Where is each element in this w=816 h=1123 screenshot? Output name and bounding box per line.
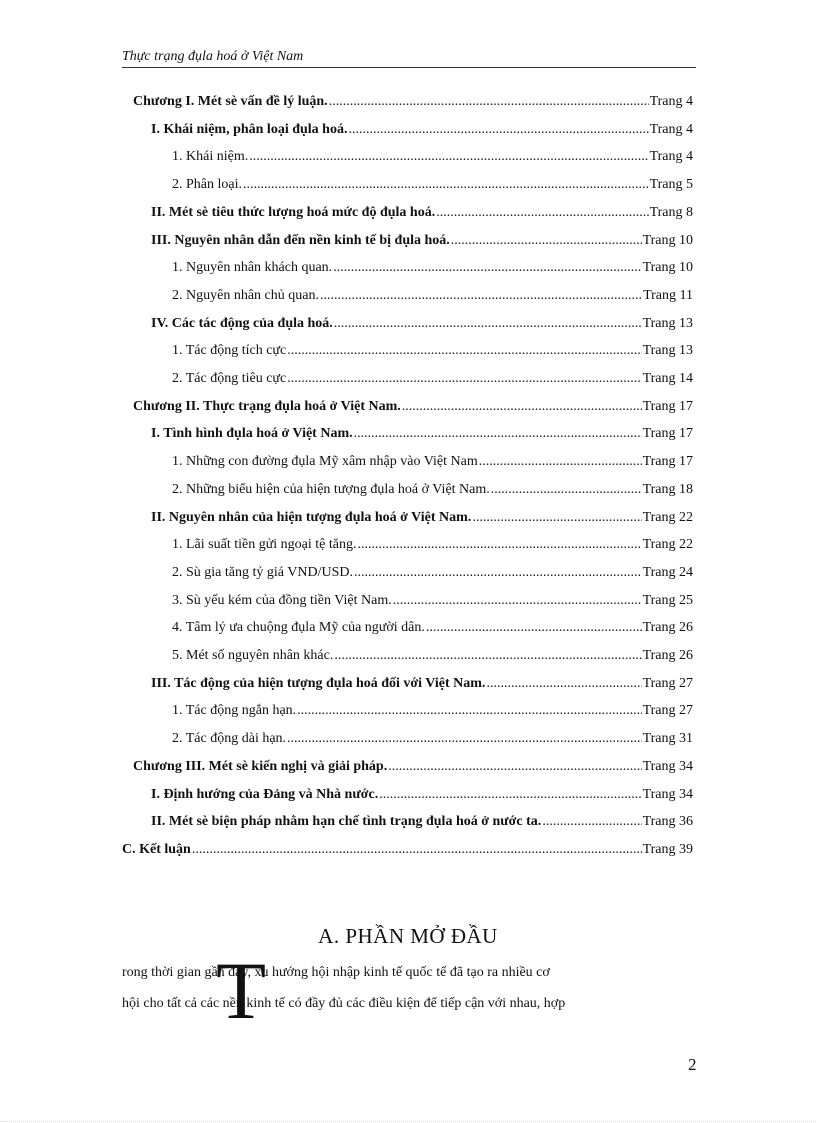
- toc-entry-page: Trang 22: [642, 537, 693, 552]
- toc-entry[interactable]: [172, 482, 693, 502]
- toc-entry-page: Trang 4: [649, 94, 693, 109]
- toc-entry-title: 1. Tác động ngắn hạn.: [172, 703, 297, 718]
- toc-entry[interactable]: [172, 703, 693, 723]
- page-bottom-rule: [0, 1121, 816, 1122]
- toc-entry-title: 2. Tác động dài hạn.: [172, 731, 287, 746]
- toc-entry[interactable]: [172, 149, 693, 169]
- toc-entry-page: Trang 14: [642, 371, 693, 386]
- toc-entry-title: 2. Nguyên nhân chủ quan.: [172, 288, 319, 303]
- page-number: 2: [688, 1055, 697, 1074]
- toc-entry[interactable]: [133, 399, 693, 419]
- toc-entry-page: Trang 10: [642, 260, 693, 275]
- toc-entry-title: 5. Mét số nguyên nhân khác.: [172, 648, 334, 663]
- toc-entry-page: Trang 18: [642, 482, 693, 497]
- toc-entry[interactable]: [151, 122, 693, 142]
- toc-entry-title: Chương III. Mét sè kiến nghị và giải pháp.: [133, 759, 388, 774]
- toc-entry[interactable]: [172, 731, 693, 751]
- drop-cap: T: [216, 945, 267, 1036]
- toc-entry[interactable]: [151, 205, 693, 225]
- toc-dot-leader: [379, 787, 641, 803]
- toc-entry-title: III. Nguyên nhân dẫn đến nền kinh tế bị đụla hoá.: [151, 233, 450, 248]
- toc-dot-leader: [486, 676, 641, 692]
- toc-entry-title: I. Tình hình đụla hoá ở Việt Nam.: [151, 426, 353, 441]
- toc-entry[interactable]: [172, 288, 693, 308]
- toc-entry-page: Trang 26: [642, 620, 693, 635]
- toc-entry[interactable]: [151, 426, 693, 446]
- toc-dot-leader: [320, 288, 642, 304]
- toc-entry-page: Trang 5: [649, 177, 693, 192]
- toc-entry-page: Trang 31: [642, 731, 693, 746]
- toc-entry-title: 1. Tác động tích cực: [172, 343, 287, 358]
- toc-entry-title: 3. Sù yếu kém của đồng tiền Việt Nam.: [172, 593, 392, 608]
- toc-dot-leader: [354, 426, 642, 442]
- toc-entry-page: Trang 8: [649, 205, 693, 220]
- toc-dot-leader: [491, 482, 642, 498]
- header-rule: [122, 67, 696, 68]
- toc-entry-page: Trang 39: [642, 842, 693, 857]
- toc-entry[interactable]: [172, 260, 693, 280]
- toc-entry-title: 1. Khái niệm.: [172, 149, 249, 164]
- page-header-title: Thực trạng đụla hoá ở Việt Nam: [122, 49, 304, 64]
- toc-dot-leader: [426, 620, 642, 636]
- toc-entry-page: Trang 36: [642, 814, 693, 829]
- toc-dot-leader: [243, 177, 649, 193]
- toc-dot-leader: [393, 593, 642, 609]
- toc-entry-title: III. Tác động của hiện tượng đụla hoá đối với Việt Nam.: [151, 676, 486, 691]
- toc-entry-title: 2. Sù gia tăng tỷ giá VND/USD.: [172, 565, 353, 580]
- toc-entry-page: Trang 17: [642, 454, 693, 469]
- toc-entry[interactable]: [172, 648, 693, 668]
- toc-dot-leader: [348, 122, 648, 138]
- toc-dot-leader: [249, 149, 648, 165]
- toc-entry-title: 4. Tâm lý ưa chuộng đụla Mỹ của người dân.: [172, 620, 425, 635]
- toc-entry[interactable]: [122, 842, 693, 862]
- toc-entry[interactable]: [151, 676, 693, 696]
- toc-entry[interactable]: [133, 759, 693, 779]
- toc-dot-leader: [333, 260, 641, 276]
- paragraph-line-1: rong thời gian gần đây, xu hướng hội nhập kinh tế quốc tế đã tạo ra nhiều cơ: [122, 965, 550, 980]
- toc-entry[interactable]: [172, 565, 693, 585]
- toc-entry-page: Trang 4: [649, 122, 693, 137]
- toc-entry-page: Trang 22: [642, 510, 693, 525]
- toc-entry[interactable]: [172, 177, 693, 197]
- toc-entry-page: Trang 26: [642, 648, 693, 663]
- toc-dot-leader: [297, 703, 641, 719]
- toc-entry-title: 1. Những con đường đụla Mỹ xâm nhập vào Việt Nam: [172, 454, 478, 469]
- toc-entry-title: 2. Tác động tiêu cực: [172, 371, 287, 386]
- toc-entry-page: Trang 11: [643, 288, 693, 303]
- toc-entry-title: 2. Phân loại.: [172, 177, 242, 192]
- toc-dot-leader: [287, 371, 641, 387]
- toc-dot-leader: [402, 399, 642, 415]
- toc-entry[interactable]: [133, 94, 693, 114]
- toc-entry[interactable]: [151, 787, 693, 807]
- toc-dot-leader: [472, 510, 641, 526]
- toc-entry-title: 1. Lãi suất tiền gửi ngoại tệ tăng.: [172, 537, 357, 552]
- toc-entry[interactable]: [151, 814, 693, 834]
- toc-entry[interactable]: [172, 343, 693, 363]
- toc-entry-page: Trang 27: [642, 703, 693, 718]
- toc-entry-title: II. Mét sè biện pháp nhằm hạn chế tình trạng đụla hoá ở nước ta.: [151, 814, 542, 829]
- toc-entry-page: Trang 13: [642, 343, 693, 358]
- toc-entry[interactable]: [151, 316, 693, 336]
- toc-dot-leader: [354, 565, 642, 581]
- toc-dot-leader: [436, 205, 648, 221]
- toc-entry-page: Trang 34: [642, 787, 693, 802]
- toc-entry-title: IV. Các tác động của đụla hoá.: [151, 316, 333, 331]
- toc-entry-page: Trang 24: [642, 565, 693, 580]
- toc-entry-page: Trang 34: [642, 759, 693, 774]
- toc-entry[interactable]: [151, 233, 693, 253]
- toc-entry-page: Trang 4: [649, 149, 693, 164]
- toc-entry-title: Chương I. Mét sè vấn đề lý luận.: [133, 94, 328, 109]
- toc-dot-leader: [329, 94, 649, 110]
- toc-entry[interactable]: [172, 620, 693, 640]
- toc-dot-leader: [358, 537, 642, 553]
- toc-entry[interactable]: [172, 593, 693, 613]
- toc-dot-leader: [334, 316, 642, 332]
- toc-entry-title: Chương II. Thực trạng đụla hoá ở Việt Nam.: [133, 399, 401, 414]
- toc-dot-leader: [479, 454, 642, 470]
- toc-entry-title: C. Kết luận: [122, 842, 191, 857]
- toc-entry-title: 2. Những biểu hiện của hiện tượng đụla hoá ở Việt Nam.: [172, 482, 490, 497]
- toc-entry-title: II. Mét sè tiêu thức lượng hoá mức độ đụla hoá.: [151, 205, 436, 220]
- toc-dot-leader: [388, 759, 641, 775]
- toc-dot-leader: [192, 842, 642, 858]
- toc-dot-leader: [334, 648, 641, 664]
- toc-dot-leader: [287, 343, 641, 359]
- toc-entry-page: Trang 17: [642, 399, 693, 414]
- toc-entry-title: I. Khái niệm, phân loại đụla hoá.: [151, 122, 348, 137]
- toc-dot-leader: [287, 731, 642, 747]
- toc-entry-page: Trang 25: [642, 593, 693, 608]
- toc-entry-page: Trang 17: [642, 426, 693, 441]
- toc-entry[interactable]: [172, 371, 693, 391]
- toc-entry[interactable]: [172, 537, 693, 557]
- section-title: A. PHẦN MỞ ĐẦU: [318, 924, 498, 948]
- toc-entry[interactable]: [151, 510, 693, 530]
- toc-dot-leader: [542, 814, 641, 830]
- toc-entry-title: II. Nguyên nhân của hiện tượng đụla hoá ở Việt Nam.: [151, 510, 472, 525]
- toc-entry-page: Trang 10: [642, 233, 693, 248]
- toc-entry[interactable]: [172, 454, 693, 474]
- paragraph-line-2: hội cho tất cả các nền kinh tế có đầy đủ các điều kiện để tiếp cận với nhau, hợp: [122, 996, 566, 1011]
- toc-entry-page: Trang 27: [642, 676, 693, 691]
- toc-dot-leader: [451, 233, 642, 249]
- toc-entry-title: 1. Nguyên nhân khách quan.: [172, 260, 333, 275]
- toc-entry-title: I. Định hướng của Đảng và Nhà nước.: [151, 787, 379, 802]
- toc-entry-page: Trang 13: [642, 316, 693, 331]
